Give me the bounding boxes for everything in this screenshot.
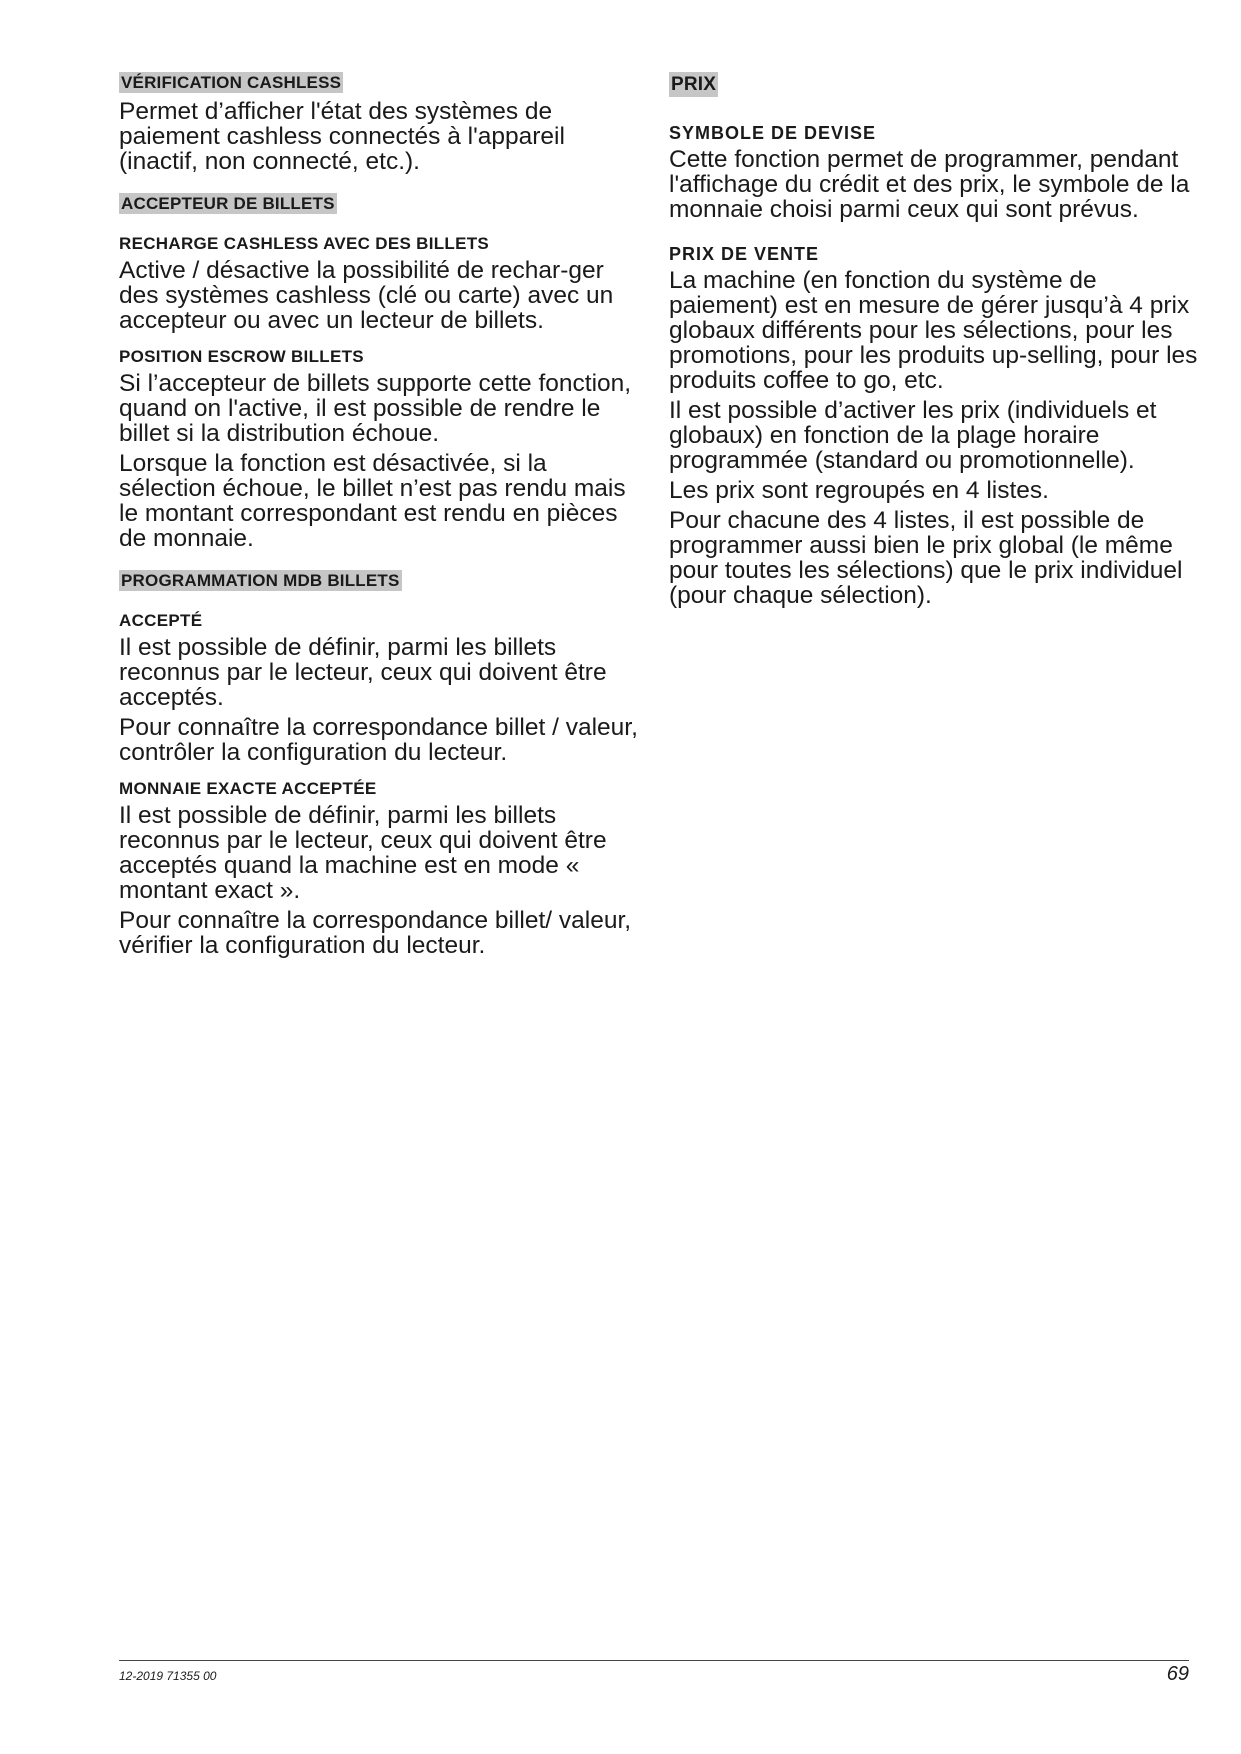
paragraph: Lorsque la fonction est désactivée, si la sélection échoue, le billet n’est pas rendu mais le montant correspondant est rendu en pièces de monnaie. bbox=[119, 450, 626, 552]
left-column bbox=[119, 72, 639, 963]
paragraph: Permet d’afficher l'état des systèmes de paiement cashless connectés à l'appareil (inactif, non connecté, etc.). bbox=[119, 98, 565, 175]
paragraph: Les prix sont regroupés en 4 listes. bbox=[669, 477, 1049, 504]
document-code: 12-2019 71355 00 bbox=[119, 1669, 217, 1683]
section-title-verification-cashless: VÉRIFICATION CASHLESS bbox=[121, 73, 342, 92]
paragraph: La machine (en fonction du système de paiement) est en mesure de gérer jusqu’à 4 prix globaux différents pour les sélections, pour les promotions, pour les produits up-selling, pour les produits coffee to go, etc. bbox=[669, 267, 1198, 394]
paragraph: Pour connaître la correspondance billet / valeur, contrôler la configuration du lecteur. bbox=[119, 714, 638, 766]
section-title-prix: PRIX bbox=[671, 74, 717, 95]
subsection-title-position-escrow: POSITION ESCROW BILLETS bbox=[119, 347, 364, 366]
page-number: 69 bbox=[1166, 1663, 1189, 1685]
paragraph: Il est possible d’activer les prix (individuels et globaux) en fonction de la plage horaire programmée (standard ou promotionnelle). bbox=[669, 397, 1157, 474]
subsection-title-symbole-devise: SYMBOLE DE DEVISE bbox=[669, 123, 877, 143]
paragraph: Pour chacune des 4 listes, il est possible de programmer aussi bien le prix global (le même pour toutes les sélections) que le prix individuel (pour chaque sélection). bbox=[669, 507, 1183, 609]
right-column bbox=[669, 72, 1199, 613]
subsection-title-monnaie-exacte: MONNAIE EXACTE ACCEPTÉE bbox=[119, 779, 377, 798]
section-title-programmation-mdb: PROGRAMMATION MDB BILLETS bbox=[121, 571, 400, 590]
paragraph: Cette fonction permet de programmer, pendant l'affichage du crédit et des prix, le symbole de la monnaie choisi parmi ceux qui sont prévus. bbox=[669, 146, 1190, 223]
footer-divider bbox=[119, 1660, 1189, 1661]
paragraph: Il est possible de définir, parmi les billets reconnus par le lecteur, ceux qui doivent être acceptés. bbox=[119, 634, 607, 711]
paragraph: Active / désactive la possibilité de rechar-ger des systèmes cashless (clé ou carte) avec un accepteur ou avec un lecteur de billets. bbox=[119, 257, 614, 334]
section-title-accepteur-billets: ACCEPTEUR DE BILLETS bbox=[121, 194, 335, 213]
subsection-title-accepte: ACCEPTÉ bbox=[119, 611, 203, 630]
subsection-title-prix-vente: PRIX DE VENTE bbox=[669, 244, 820, 264]
subsection-title-recharge-cashless: RECHARGE CASHLESS AVEC DES BILLETS bbox=[119, 234, 490, 253]
paragraph: Il est possible de définir, parmi les billets reconnus par le lecteur, ceux qui doivent être acceptés quand la machine est en mode « montant exact ». bbox=[119, 802, 607, 904]
paragraph: Si l’accepteur de billets supporte cette fonction, quand on l'active, il est possible de rendre le billet si la distribution échoue. bbox=[119, 370, 632, 447]
paragraph: Pour connaître la correspondance billet/ valeur, vérifier la configuration du lecteur. bbox=[119, 907, 632, 959]
